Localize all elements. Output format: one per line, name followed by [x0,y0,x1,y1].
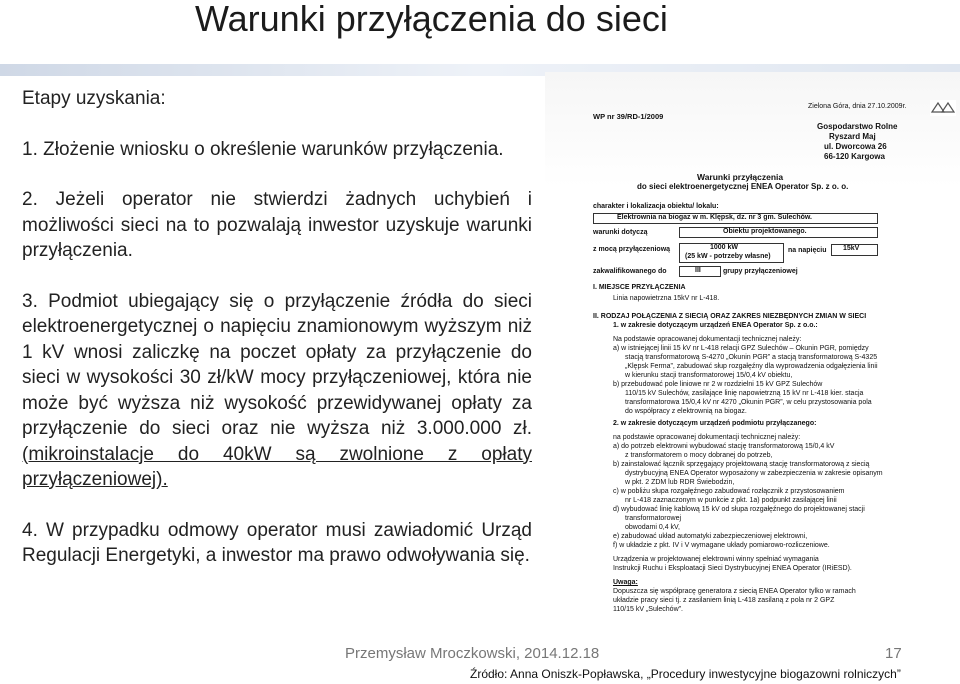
step-3 [22,289,532,493]
doc-sec2-line2: c) w pobliżu słupa rozgałęźnego zabudować rozłącznik z przystosowaniem [613,488,845,495]
steps-heading: Etapy uzyskania: [22,88,166,109]
slide-title: Warunki przyłączenia do sieci [195,0,668,39]
doc-field-zakw-label: zakwalifikowanego do [593,268,667,275]
doc-uwaga-line: Dopuszcza się współpracę generatora z siecią ENEA Operator tylko w ramach [613,588,856,595]
step-3-text: 3. Podmiot ubiegający się o przyłączenie źródła do sieci elektroenergetycznej o napięciu znamionowym wyższym niż 1 kV wnosi zaliczkę na poczet opłaty za przyłączenie do sieci w wysokości 30 zł/kW mocy przyłączeniowej, która nie może być wyższa niż wysokość przewidywanej opłaty za przyłączenie do sieci oraz nie wyższa niż 3.000.000 zł. [22,290,532,439]
page-number: 17 [885,645,902,662]
doc-sec1-text: Linia napowietrzna 15kV nr L-418. [613,295,720,302]
doc-sec2-line2: b) zainstalować łącznik sprzęgający projektowaną stację transformatorową z siecią [613,461,870,468]
doc-sec2-line2: w pkt. 2 ZDM lub RDR Świebodzin, [625,479,735,486]
doc-sec2-line: stacją transformatorową S-4270 „Okunin PGR” a stacją transformatorową S-4325 [625,354,878,361]
slide-body [22,86,532,569]
doc-sec2-title: II. RODZAJ POŁĄCZENIA Z SIECIĄ ORAZ ZAKRES NIEZBĘDNYCH ZMIAN W SIECI [593,313,867,320]
doc-field-warunki-value: Obiektu projektowanego. [723,228,807,235]
doc-sec2-line2: e) zabudować układ automatyki zabezpieczeniowej elektrowni, [613,533,808,540]
source-note: Źródło: Anna Oniszk-Popławska, „Procedury inwestycyjne biogazowni rolniczych” [470,667,901,681]
doc-sec2-line2: transformatorowej [625,515,682,522]
doc-sec1-title: I. MIEJSCE PRZYŁĄCZENIA [593,284,686,291]
doc-place-date: Zielona Góra, dnia 27.10.2009r. [808,103,907,110]
step-4: 4. W przypadku odmowy operator musi zawiadomić Urząd Regulacji Energetyki, a inwestor ma prawo odwoływania się. [22,519,532,566]
doc-recipient-3: ul. Dworcowa 26 [824,142,887,151]
doc-sec2-line3: Instrukcji Ruchu i Eksploatacji Sieci Dystrybucyjnej ENEA Operator (IRiESD). [613,565,852,572]
doc-sec2-line2: na podstawie opracowanej dokumentacji technicznej należy: [613,434,801,441]
doc-field-char-label: charakter i lokalizacja obiektu/ lokalu: [593,203,719,210]
doc-sec2-line: transformatorowa 15/0,4 kV nr 4270 „Okunin PGR”, w celu przystosowania pola [625,399,872,406]
doc-subtitle: do sieci elektroenergetycznej ENEA Operator Sp. z o. o. [637,182,849,191]
doc-sec2-line: a) w istniejącej linii 15 kV nr L-418 relacji GPZ Sulechów – Okunin PGR, pomiędzy [613,345,869,352]
doc-sec2-line: w kierunku stacji transformatorowej 15/0,4 kV obiektu, [625,372,793,379]
doc-field-char-value: Elektrownia na biogaz w m. Klępsk, dz. nr 3 gm. Sulechów. [617,214,813,221]
doc-field-grupy: grupy przyłączeniowej [723,268,798,275]
step-2: 2. Jeżeli operator nie stwierdzi żadnych uchybień i możliwości sieci na to pozwalają inwestor uzyskuje warunki przyłączenia. [22,189,532,261]
doc-field-warunki-label: warunki dotyczą [593,229,648,236]
step-3-note: (mikroinstalacje do 40kW są zwolnione z opłaty przyłączeniowej). [22,443,532,490]
doc-field-napiecie-label: na napięciu [788,247,827,254]
step-1: 1. Złożenie wniosku o określenie warunków przyłączenia. [22,138,504,160]
doc-uwaga-title: Uwaga: [613,579,638,586]
doc-sec2-line3: Urządzenia w projektowanej elektrowni winny spełniać wymagania [613,556,819,563]
doc-ref: WP nr 39/RD-1/2009 [593,112,664,121]
doc-field-zakw-value: III [695,267,701,274]
doc-title: Warunki przyłączenia [697,172,784,182]
doc-recipient-1: Gospodarstwo Rolne [817,122,898,131]
doc-sec2-line: „Klępsk Ferma”, zabudować słup rozgałęźny dla wyprowadzenia odgałęzienia linii [625,363,878,370]
slide-footer-author: Przemysław Mroczkowski, 2014.12.18 [345,645,600,662]
doc-sec2-line2: obwodami 0,4 kV, [625,524,680,531]
doc-sec2-line2: f) w układzie z pkt. IV i V wymagane układy pomiarowo-rozliczeniowe. [613,542,830,549]
doc-field-moc-value2: (25 kW - potrzeby własne) [685,253,771,260]
doc-sec2-sub2: 2. w zakresie dotyczącym urządzeń podmiotu przyłączanego: [613,420,817,427]
doc-sec2-line2: z transformatorem o mocy dobranej do potrzeb, [625,452,773,459]
doc-sec2-line: do współpracy z elektrownią na biogaz. [625,408,747,415]
document-scan [545,72,960,648]
doc-field-napiecie-value: 15kV [843,245,860,252]
doc-recipient-2: Ryszard Maj [829,132,876,141]
doc-sec2-line: Na podstawie opracowanej dokumentacji technicznej należy: [613,336,802,343]
doc-sec2-line2: d) wybudować linię kablową 15 kV od słupa rozgałęźnego do projektowanej stacji [613,506,865,513]
doc-field-moc-label: z mocą przyłączeniową [593,246,671,253]
doc-sec2-line: b) przebudować pole liniowe nr 2 w rozdzielni 15 kV GPZ Sulechów [613,381,823,388]
doc-sec2-line2: nr L-418 zaznaczonym w punkcie z pkt. 1a) podpunkt zasilającej linii [625,497,837,504]
doc-sec2-line2: a) do potrzeb elektrowni wybudować stację transformatorową 15/0,4 kV [613,443,835,450]
doc-recipient-4: 66-120 Kargowa [824,152,885,161]
doc-uwaga-line: 110/15 kV „Sulechów”. [613,606,683,613]
enea-logo-icon [930,100,956,116]
doc-uwaga-line: układzie pracy sieci tj. z zasilaniem linią L-418 zasilaną z pola nr 2 GPZ [613,597,835,604]
doc-sec2-line: 110/15 kV Sulechów, zasilające linię napowietrzną 15 kV nr L-418 kier. stacja [625,390,864,397]
doc-field-moc-value: 1000 kW [710,244,739,251]
doc-sec2-sub: 1. w zakresie dotyczącym urządzeń ENEA Operator Sp. z o.o.: [613,322,818,329]
doc-sec2-line2: dystrybucyjną ENEA Operator wyposażony w zabezpieczenia w zakresie opisanym [625,470,883,477]
